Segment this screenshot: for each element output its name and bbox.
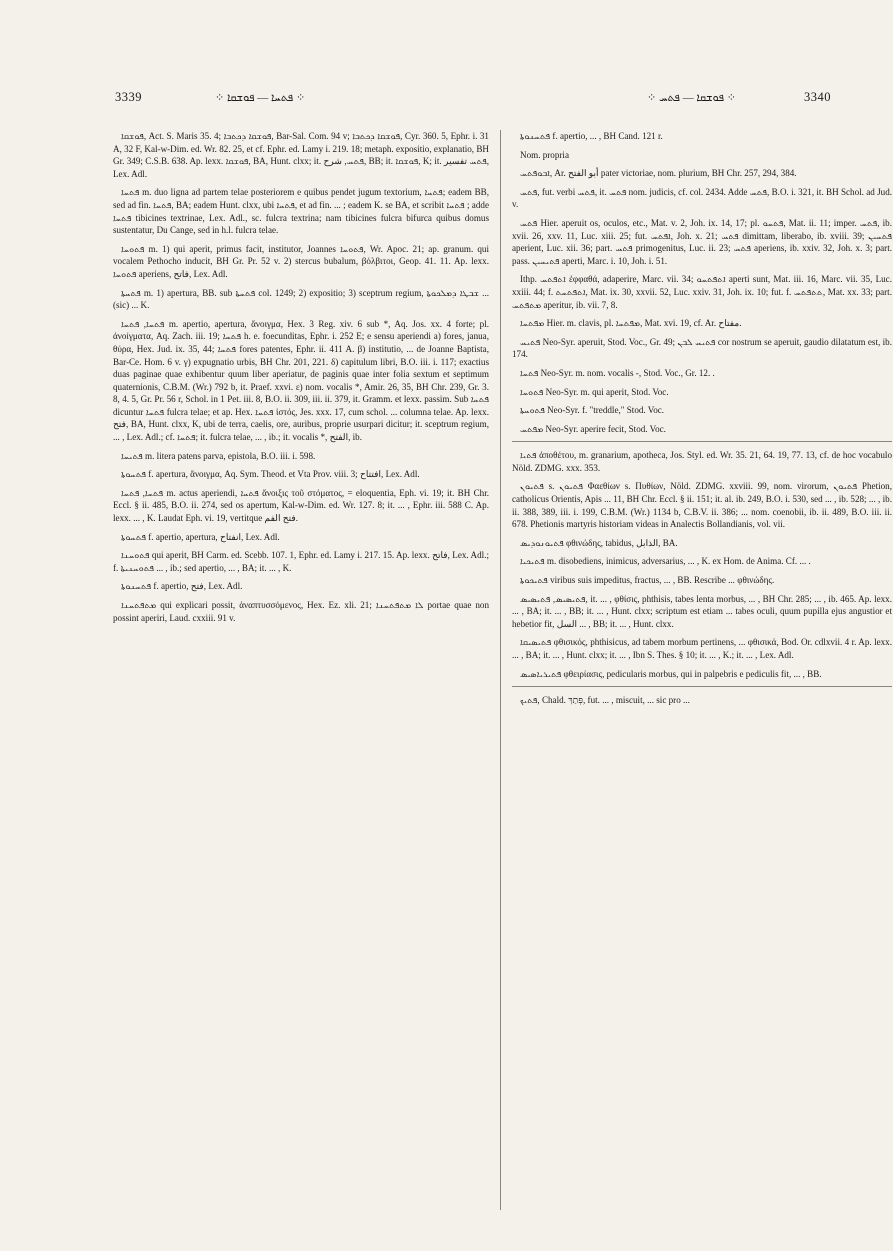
dictionary-entry: ܦܬܚܬܐ m. 1) apertura, BB. sub ܦܬܚܬܐ col. 1249; 2) expositio; 3) sceptrum regium, ܫܒܛܐ ܕܡܠܟܘܬܐ ... (sic) ... K.	[113, 287, 489, 311]
dictionary-entry: ܦܬܚܐ Neo-Syr. m. nom. vocalis -, Stod. Voc., Gr. 12. .	[520, 367, 715, 378]
dictionary-entry: ܦܬܚܘܬܐ f. apertura, ἄνοιγμα, Aq. Sym. Theod. et Vta Prov. viii. 3; افتتاح, Lex. Adl.	[121, 469, 420, 480]
dictionary-entry: ܦܬܚܐ, ܦܬܚܐ m. apertio, apertura, ἄνοιγμα, Hex. 3 Reg. xiv. 6 sub *, Aq. Jos. xx. 4 forte; pl. ἀνοίγματα, Aq. Zach. iii. 19; ܦܬܚܐ h. e. foecunditas, Ephr. i. 252 E; e sensu aperiendi a) fores, janua, θύρα, Hex. Jud. ix. 35, 44; ܦܬܚܐ fores patentes, Ephr. ii. 411 A. β) institutio, ... de Joanne Baptista, Bar-Ce. Hom. 6 v. γ) expugnatio urbis, BH Chr. 201, 221. δ) capitulum libri, B.O. iii. i. 117; exactius duas paginae quae exhibentur quum liber aperiatur, de paginis quae inter folia sextum et septimum quaternionis, C.B.M. (Wr.) 792 b, it. Praef. xxvi. ε) nom. vocalis *, Amir. 26, 35, BH Chr. 239, Gr. 3. 8, 4. 5, Gr. Pr. 56 r, Schol. in 1 Pet. iii. 8, B.O. ii. 309, iii. ii. 379, it. Gramm. et lexx. passim. Sub ܦܬܚܐ dicuntur ܦܬܚܐ fulcra telae; et ap. Hex. ܦܬܚܐ ἱστός, Jes. xxx. 17, cum schol. ... columna telae. Ap. lexx. فتح, BA, Hunt. clxx, K, ubi de terra, caelis, ore, auribus, proprie usurpari dicitur; it. sceptrum regium, ... , Lex. Adl.; cf. ܦܬܚܐ; it. fulcra telae, ... , ib.; it. vocalis *, الفتح, ib.	[113, 318, 489, 443]
dictionary-entry: ܦܬܝܚܐ m. litera patens parva, epistola, B.O. iii. i. 598.	[121, 450, 316, 461]
dictionary-entry: ܡܦܬܚܐ Hier. m. clavis, pl. ܡܦܬܚܐ, Mat. xvi. 19, cf. Ar. مفتاح.	[520, 318, 742, 329]
left-column	[113, 130, 489, 1210]
dictionary-entry: ܦܬܝܟܝܐ m. disobediens, inimicus, adversarius, ... , K. ex Hom. de Anima. Cf. ... .	[520, 556, 811, 567]
column-divider	[500, 130, 501, 1210]
dictionary-entry: ܦܬܚܐ m. duo ligna ad partem telae posteriorem e quibus pendet jugum textorium, ܦܬܚܐ; eadem BB, sed ad fin. ܦܬܚܐ, BA; eadem Hunt. clxx, ubi ܦܬܚܐ, et ad fin. ... ; eadem K. se BA, et scribit ܦܬܚܐ ; adde ܦܬܚܐ tibicines textrinae, Lex. Adl., sc. fulcra textrina; nam tibicines fulcra bifurca quibus domus sustentatur, Du Cange, sed in h.l. fulcra telae.	[113, 187, 489, 236]
dictionary-entry: ܦܬܘܚܬܐ Neo-Syr. f. "treddle," Stod. Voc.	[520, 405, 665, 416]
dictionary-entry: ܦܬܚ Hier. aperuit os, oculos, etc., Mat. v. 2, Joh. ix. 14, 17; pl. ܦܬܚܘ, Mat. ii. 11; imper. ܦܬܚ, ib. xvii. 26, xxv. 11, Luc. xiii. 25; fut. ܐܦܬܚ, Joh. x. 21; ܦܬܚ dimittam, liberabo, ib. xviii. 39; ܦܬܚܝܢ aperient, Luc. xii. 36; part. ܦܬܚ primogenitus, Luc. ii. 23; ܦܬܚ aperiens, ib. xxiv. 32, Joh. x. 3; part. pass. ܦܬܝܚܝܢ aperti, Marc. i. 10, Joh. i. 51.	[512, 217, 892, 266]
dictionary-entry: ܦܬܝܣܝܣ, ܦܬܝܣܝܣ, it. ... , φθίσις, phthisis, tabes lenta morbus, ... , BH Chr. 285; ... , ib. 465. Ap. lexx. ... , BA; it. ... , BB; it. ... , Hunt. clxx; scriptum est etiam ... tabes oculi, quum pupilla ejus angustior et hebetior fit, السل ... , BB; it. ... , Hunt. clxx.	[512, 593, 892, 629]
dictionary-entry: ܦܬܚܢܘܬܐ f. apertio, فتح, Lex. Adl.	[121, 581, 243, 592]
dictionary-entry: ܦܬܝܚ Neo-Syr. aperuit, Stod. Voc., Gr. 49; ܦܬܝܚ ܠܒܢ cor nostrum se aperuit, gaudio dilatatum est, ib. 174.	[512, 336, 892, 360]
section-heading: Nom. propria	[520, 149, 569, 160]
dictionary-entry: ܦܬܝܪܝܐܣܝܣ φθειρίασις, pedicularis morbus, qui in palpebris e pediculis fit, ... , BB.	[520, 668, 822, 679]
dictionary-entry: Ithp. ܐܬܦܬܚ ἐφφαθά, adaperire, Marc. vii. 34; ܐܬܦܬܚܘ aperti sunt, Mat. iii. 16, Marc. vii. 35, Luc. xxiii. 44; f. ܐܬܦܬܚܬ, Mat. ix. 30, xxvii. 52, Luc. xxiv. 31, Joh. ix. 10; fut. f. ܬܬܦܬܚ, Mat. xx. 33; part. ܡܬܦܬܚ aperitur, ib. vii. 7, 8.	[512, 274, 892, 310]
dictionary-entry: ܦܬܚܢܘܬܐ f. apertio, ... , BH Cand. 121 r.	[520, 131, 663, 141]
dictionary-entry: ܦܬܝܣܝܩܐ φθισικός, phthisicus, ad tabem morbum pertinens, ... φθισικά, Bod. Or. cdlxvii. 4 r. Ap. lexx. ... , BA; it. ... , Hunt. clxx; it. ... , Ibn S. Thes. § 10; it. ... , K.; it. ... , Lex. Adl.	[512, 637, 892, 660]
dictionary-entry: ܦܬܘܚܐ m. 1) qui aperit, primus facit, institutor, Joannes ܦܬܘܚܐ, Wr. Apoc. 21; ap. granum. qui vocalem Pethocho inducit, BH Gr. Pr. 52 v. 2) stercus bubalum, βόλβιτοι, Geop. 41. 11. Ap. lexx. ܦܬܘܚܐ aperiens, فاتح, Lex. Adl.	[113, 243, 489, 279]
dictionary-entry: ܦܬܚܘܬܐ f. apertio, apertura, انفتاح, Lex. Adl.	[121, 531, 280, 542]
dictionary-entry: ܡܬܦܬܚܢܐ qui explicari possit, ἀναπτυσσόμενος, Hex. Ez. xli. 21; ܠܐ ܡܬܦܬܚܢܐ portae quae non possint aperiri, Laud. cxxiii. 91 v.	[113, 600, 489, 623]
dictionary-entry: ܦܬܝܐ ἀποθέτου, m. granarium, apotheca, Jos. Styl. ed. Wr. 35. 21, 64. 19, 77. 13, cf. de hoc vocabulo Nöld. ZDMG. xxx. 353.	[512, 441, 892, 474]
running-head	[115, 88, 831, 108]
dictionary-entry: ܦܬܝܘܢ s. ܦܬܝܘܢ Φαεθίων s. Πυθίων, Nöld. ZDMG. xxviii. 99, nom. virorum, ܦܬܝܘܢ Phetion, catholicus Orientis, Apis ... 11, BH Chr. Eccl. § ii. 151; it. al. ib. 249, B.O. i. 530, sed ... , ib. 528; ... , ib. ii. 388, 389, iii. i. 199, C.B.M. (Wr.) 1134 b, C.B.V. ii. 386; ... nom. coenobii, ib. ii. 489, B.O. iii. ii. 678. Phetionis martyris historiam videas in Analectis Bollandianis, vol. vii.	[512, 481, 892, 530]
dictionary-entry: ܦܬܚܐ, ܦܬܚܐ m. actus aperiendi, ܦܬܚܐ ἄνοιξις τοῦ στόματος, = eloquentia, Eph. vi. 19; it. BH Chr. Eccl. § ii. 485, B.O. ii. 274, sed os apertum, Kal-w-Dim. ed. Wr. 127. 8; it. ... , Ephr. iii. 588 C. Ap. lexx. ... , K. Laudat Eph. vi. 19, vertitque فتح الفم.	[113, 487, 489, 524]
dictionary-entry: ܦܬܝܘܢܘܕܝܣ φθινώδης, tabidus, الذابل, BA.	[520, 537, 678, 548]
page-number-left: 3339	[115, 90, 142, 104]
page-number-right: 3340	[804, 90, 831, 104]
dictionary-entry: ܦܬܝܟ, Chald. פְּתַךְ, fut. ... , miscuit, ... sic pro ...	[512, 686, 892, 707]
dictionary-entry: ܦܬܘܚܢܐ qui aperit, BH Carm. ed. Scebb. 107. 1, Ephr. ed. Lamy i. 217. 15. Ap. lexx. فاتح, Lex. Adl.; f. ܦܬܘܚܢܝܬܐ ... , ib.; sed apertio, ... , BA; it. ... , K.	[113, 550, 489, 573]
right-column	[512, 130, 892, 1210]
dictionary-entry: ܦܬܝܟܘܬܐ viribus suis impeditus, fractus, ... , BB. Rescribe ... φθινώδης.	[520, 575, 775, 586]
dictionary-entry: ܦܘܫܩܐ, Act. S. Maris 35. 4; ܦܘܫܩܐ ܕܟܬܒܐ, Bar-Sal. Com. 94 v; ܦܘܫܩܐ ܕܟܬܒܐ, Cyr. 360. 5, Ephr. i. 31 A, 32 F, Kal-w-Dim. ed. Wr. 82. 25, et cf. Ephr. ed. Lamy i. 219. 18; metaph. expositio, explanatio, BH Gr. 349; C.S.B. 638. Ap. lexx. ܦܘܫܩܐ, BA, Hunt. clxx; it. ܦܬܚ, شرح, BB; it. ܦܘܫܩܐ, K; it. ܦܬܚ تفسير, Lex. Adl.	[113, 131, 489, 179]
dictionary-entry: ܡܦܬܚ Neo-Syr. aperire fecit, Stod. Voc.	[520, 423, 666, 434]
dictionary-entry: ܐܒܘܦܬܚ, Ar. أبو الفتح pater victoriae, nom. plurium, BH Chr. 257, 294, 384.	[520, 168, 797, 179]
dictionary-entry: ܦܬܘܚܐ Neo-Syr. m. qui aperit, Stod. Voc.	[520, 386, 669, 397]
dictionary-entry: ܦܬܚ, fut. verbi ܦܬܚ, it. ܦܬܚ nom. judicis, cf. col. 2434. Adde ܦܬܚ, B.O. i. 321, it. BH Schol. ad Jud. v.	[512, 186, 892, 210]
running-title-left: ⁘ ܦܬܚܐ — ܦܘܫܩܐ ⁘	[215, 92, 306, 104]
running-title-right: ⁘ ܦܘܫܩܐ — ܦܬܚ ⁘	[647, 92, 736, 104]
